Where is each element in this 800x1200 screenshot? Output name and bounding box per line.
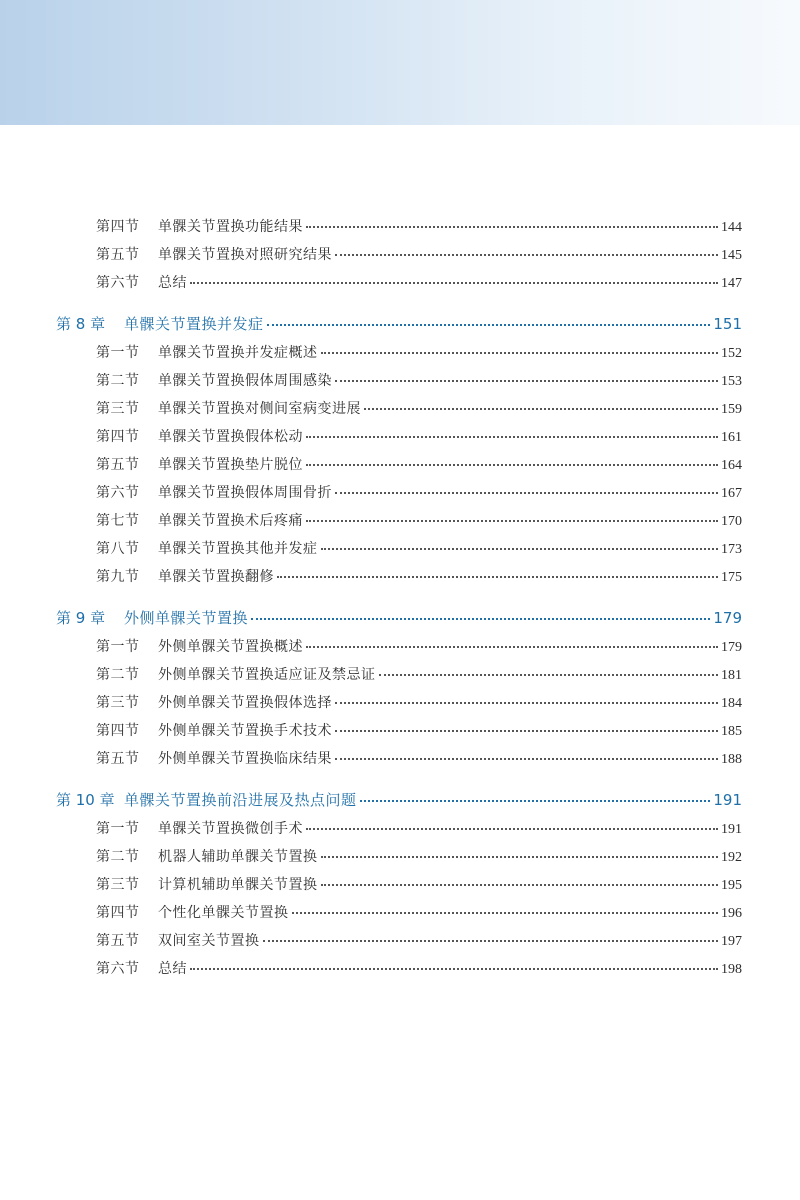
dot-leader bbox=[306, 435, 718, 438]
dot-leader bbox=[306, 827, 718, 830]
section-number: 第四节 bbox=[96, 905, 140, 921]
page-number: 152 bbox=[721, 346, 742, 361]
section-number: 第七节 bbox=[96, 513, 140, 529]
dot-leader bbox=[335, 701, 718, 704]
chapter-number: 第 10 章 bbox=[56, 791, 115, 809]
page-number: 179 bbox=[713, 609, 742, 627]
toc-chapter-row[interactable] bbox=[56, 607, 742, 628]
section-number: 第二节 bbox=[96, 667, 140, 683]
dot-leader bbox=[292, 911, 719, 914]
page-number: 184 bbox=[721, 696, 742, 711]
toc-section-row[interactable] bbox=[96, 818, 742, 838]
section-title: 外侧单髁关节置换适应证及禁忌证 bbox=[158, 667, 376, 683]
page-number: 185 bbox=[721, 724, 742, 739]
page-number: 151 bbox=[713, 315, 742, 333]
page-number: 195 bbox=[721, 878, 742, 893]
chapter-title: 单髁关节置换并发症 bbox=[124, 315, 264, 333]
dot-leader bbox=[321, 547, 719, 550]
section-number: 第六节 bbox=[96, 961, 140, 977]
toc-section-row[interactable] bbox=[96, 272, 742, 292]
chapter-number: 第 8 章 bbox=[56, 315, 106, 333]
page-number: 192 bbox=[721, 850, 742, 865]
section-number: 第六节 bbox=[96, 485, 140, 501]
page-number: 147 bbox=[721, 276, 742, 291]
toc-section-row[interactable] bbox=[96, 216, 742, 236]
dot-leader bbox=[335, 379, 718, 382]
page-number: 159 bbox=[721, 402, 742, 417]
section-title: 总结 bbox=[158, 275, 187, 291]
dot-leader bbox=[306, 519, 718, 522]
section-number: 第九节 bbox=[96, 569, 140, 585]
dot-leader bbox=[190, 967, 718, 970]
section-number: 第三节 bbox=[96, 877, 140, 893]
toc-section-row[interactable] bbox=[96, 664, 742, 684]
page-number: 175 bbox=[721, 570, 742, 585]
page-number: 173 bbox=[721, 542, 742, 557]
page-number: 196 bbox=[721, 906, 742, 921]
toc-section-row[interactable] bbox=[96, 748, 742, 768]
toc-section-row[interactable] bbox=[96, 370, 742, 390]
section-title: 外侧单髁关节置换临床结果 bbox=[158, 751, 332, 767]
dot-leader bbox=[335, 253, 718, 256]
section-title: 外侧单髁关节置换假体选择 bbox=[158, 695, 332, 711]
section-title: 单髁关节置换对侧间室病变进展 bbox=[158, 401, 361, 417]
toc-section-row[interactable] bbox=[96, 636, 742, 656]
toc-section-row[interactable] bbox=[96, 720, 742, 740]
section-number: 第八节 bbox=[96, 541, 140, 557]
section-number: 第五节 bbox=[96, 457, 140, 473]
dot-leader bbox=[364, 407, 718, 410]
section-number: 第一节 bbox=[96, 345, 140, 361]
section-title: 单髁关节置换假体松动 bbox=[158, 429, 303, 445]
chapter-title: 单髁关节置换前沿进展及热点问题 bbox=[124, 791, 357, 809]
page-number: 179 bbox=[721, 640, 742, 655]
toc-section-row[interactable] bbox=[96, 454, 742, 474]
dot-leader bbox=[306, 225, 718, 228]
toc-section-row[interactable] bbox=[96, 342, 742, 362]
page-number: 167 bbox=[721, 486, 742, 501]
dot-leader bbox=[335, 757, 718, 760]
dot-leader bbox=[306, 463, 718, 466]
dot-leader bbox=[379, 673, 719, 676]
section-title: 总结 bbox=[158, 961, 187, 977]
toc-section-row[interactable] bbox=[96, 510, 742, 530]
dot-leader bbox=[360, 799, 711, 802]
page-number: 197 bbox=[721, 934, 742, 949]
section-title: 外侧单髁关节置换概述 bbox=[158, 639, 303, 655]
section-number: 第五节 bbox=[96, 751, 140, 767]
page-number: 164 bbox=[721, 458, 742, 473]
header-band bbox=[0, 0, 800, 125]
page-number: 170 bbox=[721, 514, 742, 529]
toc-chapter-row[interactable] bbox=[56, 789, 742, 810]
section-title: 单髁关节置换并发症概述 bbox=[158, 345, 318, 361]
section-title: 单髁关节置换假体周围感染 bbox=[158, 373, 332, 389]
dot-leader bbox=[306, 645, 718, 648]
chapter-title: 外侧单髁关节置换 bbox=[124, 609, 249, 627]
page-number: 161 bbox=[721, 430, 742, 445]
section-number: 第二节 bbox=[96, 373, 140, 389]
section-title: 单髁关节置换微创手术 bbox=[158, 821, 303, 837]
section-number: 第二节 bbox=[96, 849, 140, 865]
section-title: 个性化单髁关节置换 bbox=[158, 905, 289, 921]
section-number: 第六节 bbox=[96, 275, 140, 291]
section-number: 第一节 bbox=[96, 821, 140, 837]
toc-section-row[interactable] bbox=[96, 902, 742, 922]
toc-section-row[interactable] bbox=[96, 930, 742, 950]
section-title: 单髁关节置换垫片脱位 bbox=[158, 457, 303, 473]
section-title: 单髁关节置换术后疼痛 bbox=[158, 513, 303, 529]
toc-section-row[interactable] bbox=[96, 538, 742, 558]
section-title: 单髁关节置换假体周围骨折 bbox=[158, 485, 332, 501]
dot-leader bbox=[321, 351, 719, 354]
toc-section-row[interactable] bbox=[96, 958, 742, 978]
section-number: 第四节 bbox=[96, 219, 140, 235]
toc-section-row[interactable] bbox=[96, 482, 742, 502]
section-title: 机器人辅助单髁关节置换 bbox=[158, 849, 318, 865]
toc-section-row[interactable] bbox=[96, 692, 742, 712]
page-number: 191 bbox=[721, 822, 742, 837]
dot-leader bbox=[251, 617, 710, 620]
dot-leader bbox=[321, 883, 719, 886]
page-number: 153 bbox=[721, 374, 742, 389]
section-title: 单髁关节置换翻修 bbox=[158, 569, 274, 585]
toc-chapter-row[interactable] bbox=[56, 313, 742, 334]
section-title: 计算机辅助单髁关节置换 bbox=[158, 877, 318, 893]
dot-leader bbox=[321, 855, 719, 858]
page-number: 181 bbox=[721, 668, 742, 683]
section-title: 外侧单髁关节置换手术技术 bbox=[158, 723, 332, 739]
section-number: 第四节 bbox=[96, 723, 140, 739]
section-number: 第五节 bbox=[96, 247, 140, 263]
dot-leader bbox=[277, 575, 718, 578]
dot-leader bbox=[335, 729, 718, 732]
page-number: 191 bbox=[713, 791, 742, 809]
section-number: 第三节 bbox=[96, 695, 140, 711]
page-number: 145 bbox=[721, 248, 742, 263]
section-number: 第五节 bbox=[96, 933, 140, 949]
section-number: 第四节 bbox=[96, 429, 140, 445]
section-title: 双间室关节置换 bbox=[158, 933, 260, 949]
chapter-number: 第 9 章 bbox=[56, 609, 106, 627]
section-number: 第三节 bbox=[96, 401, 140, 417]
toc-section-row[interactable] bbox=[96, 566, 742, 586]
toc-section-row[interactable] bbox=[96, 874, 742, 894]
section-title: 单髁关节置换其他并发症 bbox=[158, 541, 318, 557]
dot-leader bbox=[263, 939, 719, 942]
toc-section-row[interactable] bbox=[96, 244, 742, 264]
toc-section-row[interactable] bbox=[96, 846, 742, 866]
toc-section-row[interactable] bbox=[96, 398, 742, 418]
page-number: 198 bbox=[721, 962, 742, 977]
dot-leader bbox=[190, 281, 718, 284]
dot-leader bbox=[267, 323, 711, 326]
section-number: 第一节 bbox=[96, 639, 140, 655]
page-number: 188 bbox=[721, 752, 742, 767]
section-title: 单髁关节置换对照研究结果 bbox=[158, 247, 332, 263]
dot-leader bbox=[335, 491, 718, 494]
section-title: 单髁关节置换功能结果 bbox=[158, 219, 303, 235]
page-number: 144 bbox=[721, 220, 742, 235]
toc-section-row[interactable] bbox=[96, 426, 742, 446]
